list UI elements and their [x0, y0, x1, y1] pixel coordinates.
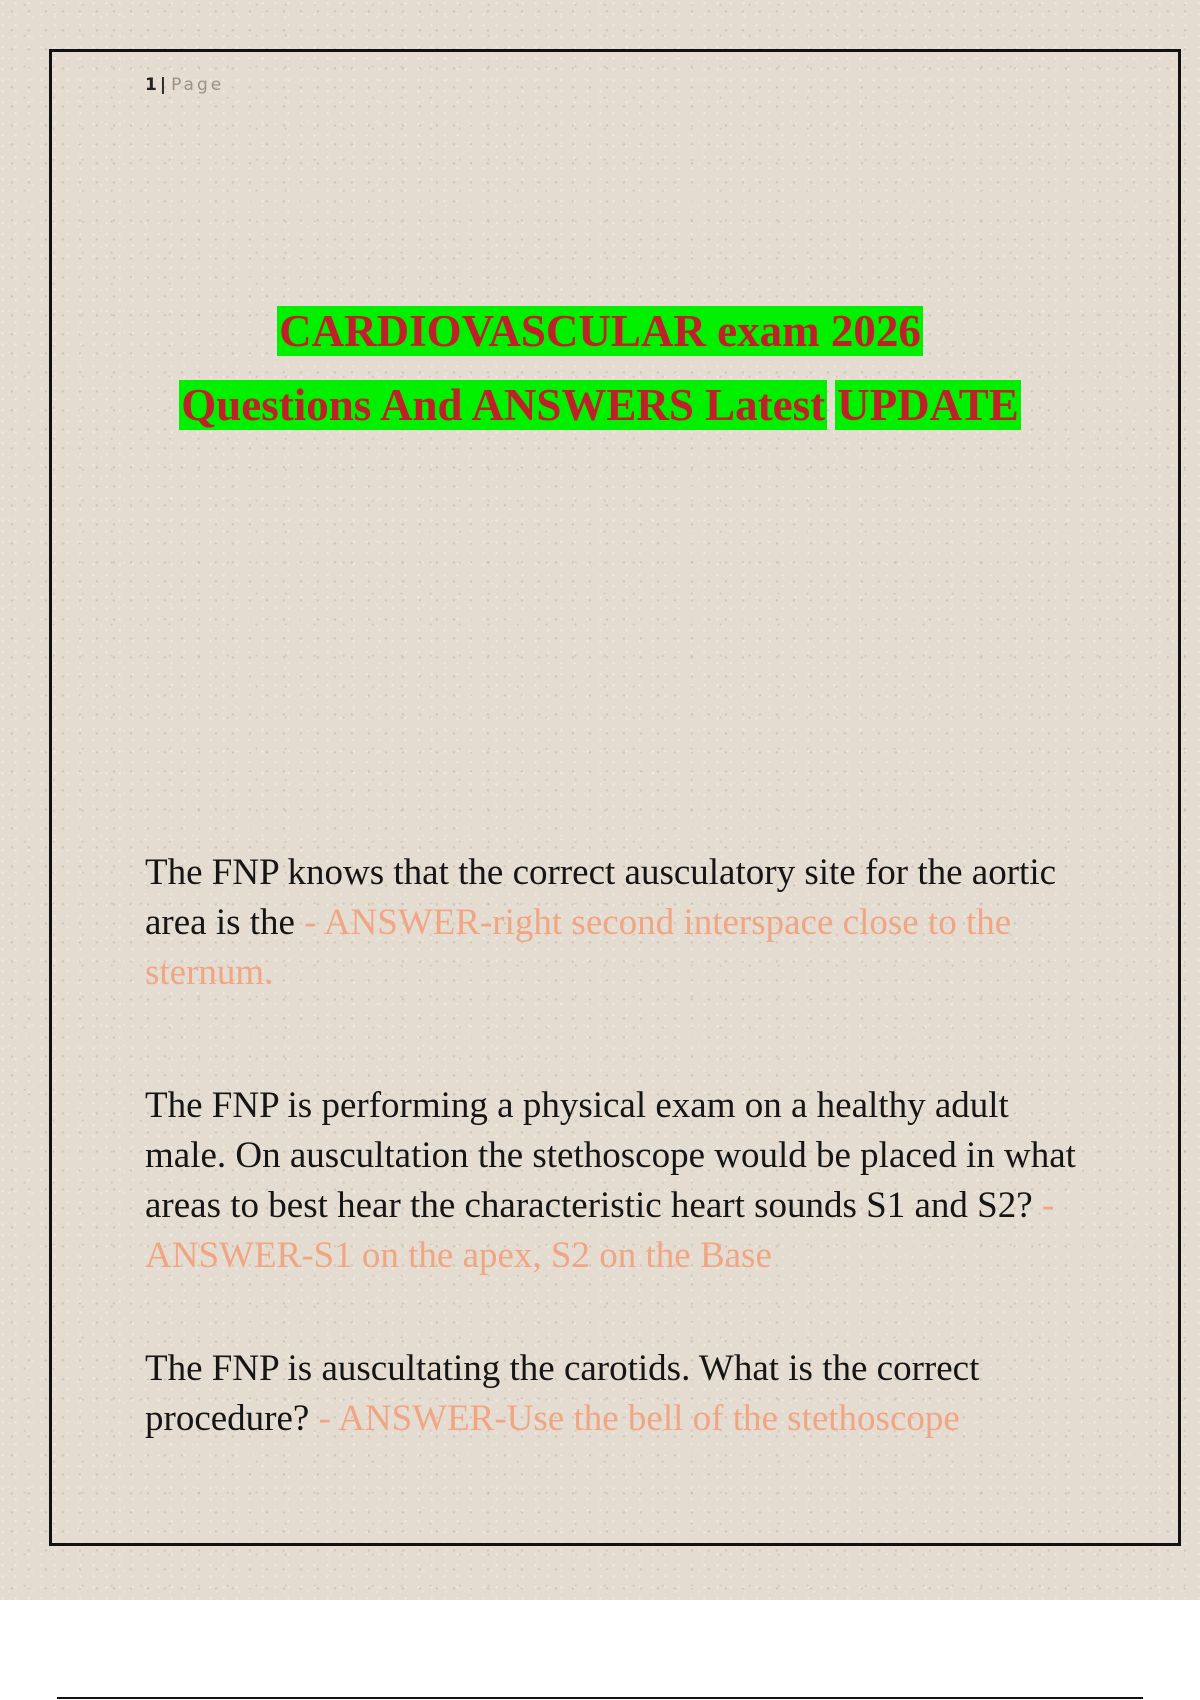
question-text: The FNP knows that the correct ausculatory site for the aortic area is the	[145, 852, 1057, 943]
qa-item	[145, 848, 1095, 998]
qa-item	[145, 1344, 1095, 1444]
qa-item	[145, 1081, 1095, 1281]
question-text: The FNP is performing a physical exam on a healthy adult male. On auscultation the stethoscope would be placed in what areas to best hear the characteristic heart sounds S1 and S2?	[145, 1085, 1076, 1226]
page-number-header	[145, 75, 224, 95]
page-number-separator: |	[159, 75, 168, 95]
document-title-line-2	[0, 376, 1200, 434]
next-page-top-rule	[57, 1697, 1143, 1699]
page-label: Page	[171, 75, 225, 95]
page-number: 1	[145, 75, 158, 95]
title-highlight: Questions And ANSWERS Latest	[181, 380, 826, 430]
title-highlight: UPDATE	[837, 380, 1019, 430]
question-text: The FNP is auscultating the carotids. What is the correct procedure?	[145, 1348, 980, 1439]
title-highlight: CARDIOVASCULAR exam 2026	[279, 306, 921, 356]
answer-text: - ANSWER-right second interspace close to the sternum.	[145, 902, 1012, 993]
document-title-line-1	[0, 302, 1200, 360]
answer-text: - ANSWER-Use the bell of the stethoscope	[318, 1398, 960, 1439]
answer-text: - ANSWER-S1 on the apex, S2 on the Base	[145, 1185, 1055, 1276]
page-border	[49, 49, 1181, 1546]
